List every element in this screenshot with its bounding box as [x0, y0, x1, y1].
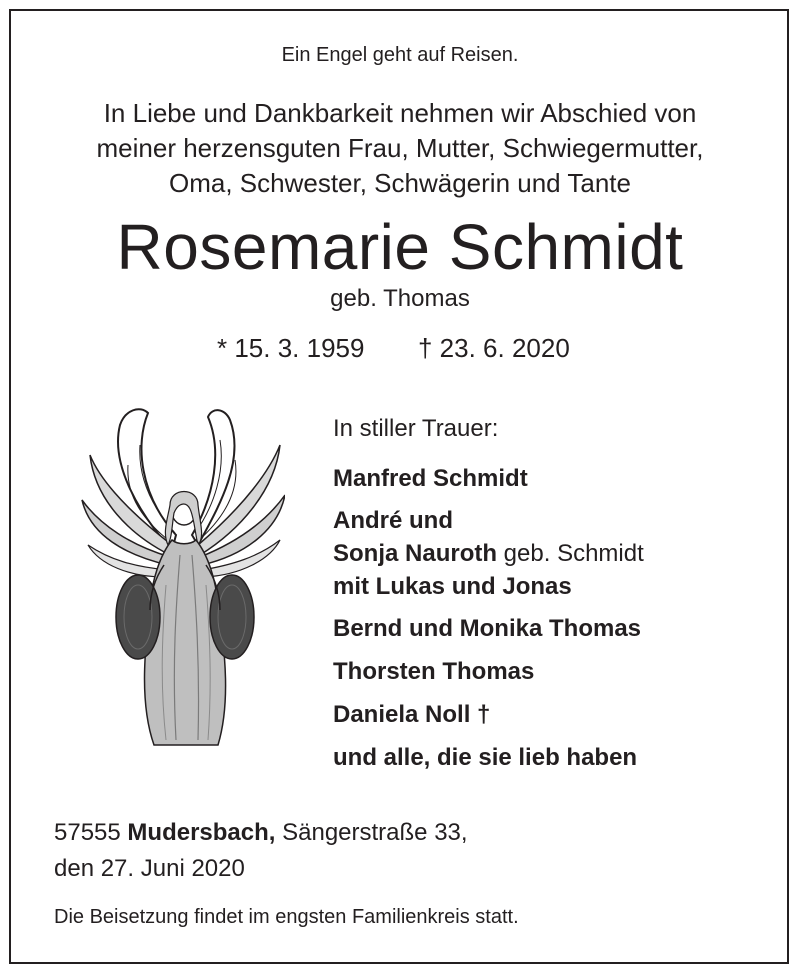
- address-block: [54, 815, 468, 887]
- mourner-entry: [333, 537, 773, 570]
- burial-notice: Die Beisetzung findet im engsten Familienkreis statt.: [54, 906, 519, 928]
- angel-illustration-icon: [80, 405, 285, 750]
- address-line: [54, 815, 468, 851]
- city: Mudersbach,: [127, 819, 276, 846]
- mourner-entry: [333, 611, 773, 646]
- deceased-name: Rosemarie Schmidt: [116, 211, 684, 283]
- postal-code: 57555: [54, 819, 121, 846]
- farewell-line: In Liebe und Dankbarkeit nehmen wir Abschied von: [103, 98, 697, 128]
- mourner-name: Manfred Schmidt: [333, 465, 528, 492]
- maiden-name: geb. Thomas: [330, 285, 470, 312]
- farewell-text: [0, 96, 800, 201]
- motto: Ein Engel geht auf Reisen.: [281, 44, 519, 66]
- mourner-entry: [333, 461, 773, 496]
- mourner-name: André und: [333, 507, 453, 534]
- mourner-entry: [333, 570, 773, 603]
- mourner-entry: [333, 740, 773, 775]
- mourner-name: und alle, die sie lieb haben: [333, 744, 638, 771]
- mourner-entry: [333, 654, 773, 689]
- street: Sängerstraße 33,: [282, 819, 468, 846]
- mourner-name: Bernd und Monika Thomas: [333, 615, 642, 642]
- mourner-name: mit Lukas und Jonas: [333, 573, 572, 600]
- birth-date: * 15. 3. 1959: [217, 333, 365, 363]
- mourner-entry: [333, 697, 773, 732]
- mourners-heading: In stiller Trauer:: [333, 415, 499, 442]
- mourner-name: Thorsten Thomas: [333, 658, 535, 685]
- mourner-name: Daniela Noll †: [333, 701, 491, 728]
- mourners-list: [333, 415, 773, 775]
- mourner-entry: [333, 504, 773, 537]
- mourner-maiden-name: geb. Schmidt: [497, 540, 644, 567]
- mourner-name: Sonja Nauroth: [333, 540, 498, 567]
- death-date: † 23. 6. 2020: [418, 333, 570, 363]
- date-line: den 27. Juni 2020: [54, 855, 245, 882]
- farewell-line: meiner herzensguten Frau, Mutter, Schwiegermutter,: [96, 133, 704, 163]
- farewell-line: Oma, Schwester, Schwägerin und Tante: [169, 168, 631, 198]
